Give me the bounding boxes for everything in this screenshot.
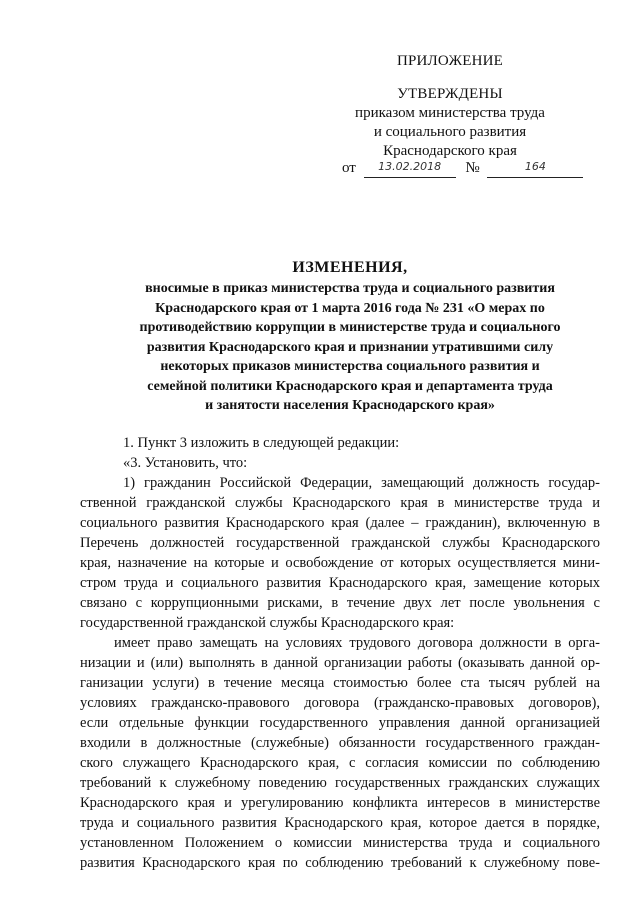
body-line: низации и (или) выполнять в данной организации работы (оказывать данной ор- — [80, 655, 600, 671]
heading-title: ИЗМЕНЕНИЯ, — [292, 259, 408, 276]
approved-label: УТВЕРЖДЕНЫ — [397, 86, 503, 102]
body-line: 1. Пункт 3 изложить в следующей редакции: — [123, 435, 400, 451]
body-line: ского служащего Краснодарского края, с согласия комиссии по соблюдению — [80, 755, 600, 771]
heading-line: противодействию коррупции в министерстве труда и социального — [139, 320, 561, 335]
number-label: № — [465, 160, 480, 176]
body-line: Перечень должностей государственной гражданской службы Краснодарского — [80, 535, 600, 551]
order-date: 13.02.2018 — [378, 160, 442, 173]
body-line: входили в должностные (служебные) обязанности государственного граждан- — [80, 735, 600, 751]
body-line: развития Краснодарского края по соблюдению требований к служебному пове- — [80, 855, 600, 871]
approval-line: Краснодарского края — [383, 143, 517, 159]
order-number-field — [487, 160, 583, 178]
order-reference — [342, 160, 583, 178]
from-label: от — [342, 160, 356, 176]
heading-line: семейной политики Краснодарского края и департамента труда — [147, 378, 553, 394]
body-line: ганизации услуги) в течение месяца стоимостью более ста тысяч рублей на — [80, 675, 600, 691]
appendix-label: ПРИЛОЖЕНИЕ — [396, 53, 504, 69]
approval-block — [330, 52, 570, 161]
order-date-field — [364, 160, 456, 178]
approval-line: и социального развития — [373, 124, 527, 140]
heading-line: развития Краснодарского края и признании утратившими силу — [146, 339, 554, 355]
body-line: установленном Положением о комиссии министерства труда и социального — [80, 835, 600, 851]
body-line: условиях гражданско-правового договора (гражданско-правовых договоров), — [80, 695, 600, 711]
body-line: 1) гражданин Российской Федерации, замещающий должность государ- — [123, 475, 600, 491]
body-line: Краснодарского края и урегулированию конфликта интересов в министерстве — [80, 795, 600, 811]
body-line: «3. Установить, что: — [123, 455, 248, 471]
approval-line: приказом министерства труда — [355, 105, 545, 121]
order-number: 164 — [524, 160, 546, 173]
heading-line: и занятости населения Краснодарского края» — [205, 398, 495, 413]
body-line: социального развития Краснодарского края (далее – гражданин), включенную в — [80, 515, 600, 531]
body-line: стром труда и социального развития Краснодарского края, замещение которых — [80, 575, 600, 591]
body-line: ственной гражданской службы Краснодарского края в министерстве труда и — [80, 495, 600, 511]
document-body — [80, 433, 600, 873]
body-line: связано с коррупционными рисками, в течение двух лет после увольнения с — [80, 595, 600, 611]
body-line: труда и социального развития Краснодарского края, которое дается в порядке, — [80, 815, 600, 831]
heading-line: вносимые в приказ министерства труда и социального развития — [145, 281, 555, 296]
body-line: государственной гражданской службы Краснодарского края: — [80, 615, 455, 631]
body-line: требований к служебному поведению государственных гражданских служащих — [80, 775, 600, 791]
heading-line: Краснодарского края от 1 марта 2016 года № 231 «О мерах по — [155, 300, 545, 316]
heading-line: некоторых приказов министерства социального развития и — [160, 359, 540, 374]
body-line: края, назначение на которые и освобождение от которых осуществляется мини- — [80, 555, 600, 571]
body-line: имеет право замещать на условиях трудового договора должности в орга- — [114, 635, 600, 651]
document-heading — [80, 257, 620, 416]
body-line: если отдельные функции государственного управления данной организацией — [80, 715, 600, 731]
